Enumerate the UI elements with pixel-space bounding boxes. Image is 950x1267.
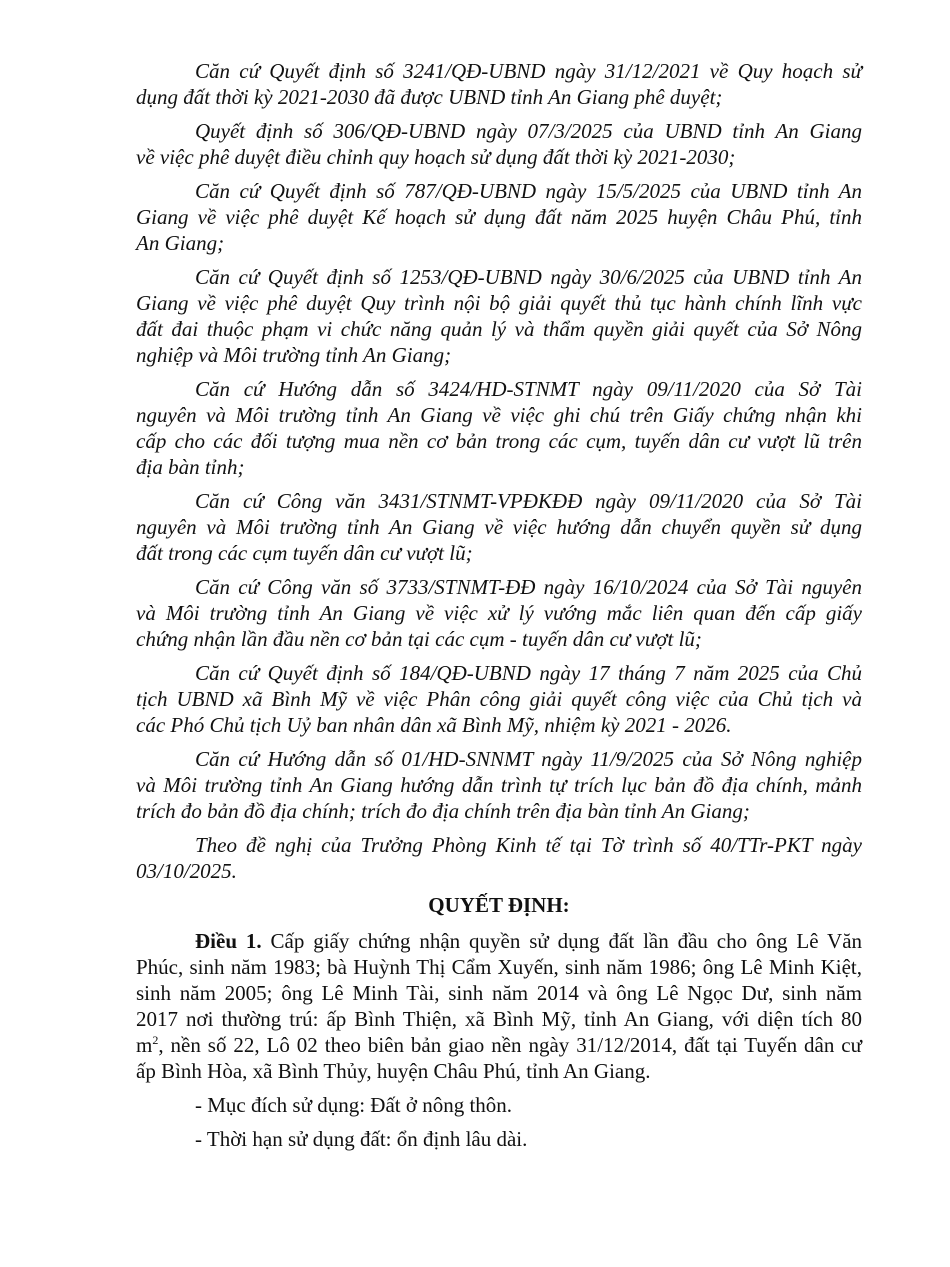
paragraph-line: Quyết định số 306/QĐ-UBND ngày 07/3/2025 của UBND tỉnh An Giang — [195, 119, 862, 143]
bullet-item — [136, 1092, 862, 1118]
paragraph-line: nghiệp và Môi trường tỉnh An Giang; — [136, 343, 452, 367]
paragraph-line: Căn cứ Hướng dẫn số 01/HD-SNNMT ngày 11/9/2025 của Sở Nông nghiệp — [195, 747, 862, 771]
legal-basis-paragraph — [136, 118, 862, 170]
paragraph-line: Giang về việc phê duyệt Kế hoạch sử dụng đất năm 2025 huyện Châu Phú, tỉnh — [136, 205, 862, 229]
legal-basis-section — [136, 58, 862, 884]
paragraph-line: địa bàn tỉnh; — [136, 455, 245, 479]
article-1-line: sinh năm 2005; ông Lê Minh Tài, sinh năm 2014 và ông Lê Ngọc Dư, sinh năm — [136, 981, 862, 1005]
legal-basis-paragraph — [136, 178, 862, 256]
paragraph-line: và Môi trường tỉnh An Giang về việc xử lý vướng mắc liên quan đến cấp giấy — [136, 601, 862, 625]
paragraph-line: Căn cứ Quyết định số 1253/QĐ-UBND ngày 30/6/2025 của UBND tỉnh An — [195, 265, 862, 289]
legal-basis-paragraph — [136, 660, 862, 738]
article-1-line: ấp Bình Hòa, xã Bình Thủy, huyện Châu Phú, tỉnh An Giang. — [136, 1059, 651, 1083]
legal-basis-paragraph — [136, 574, 862, 652]
article-1-text: , nền số 22, Lô 02 theo biên bản giao nền ngày 31/12/2014, đất tại Tuyến dân cư — [158, 1033, 862, 1057]
article-1 — [136, 928, 862, 1084]
area-exponent: 2 — [152, 1033, 159, 1047]
paragraph-line: và Môi trường tỉnh An Giang hướng dẫn trình tự trích lục bản đồ địa chính, mảnh — [136, 773, 862, 797]
paragraph-line: Căn cứ Công văn số 3733/STNMT-ĐĐ ngày 16/10/2024 của Sở Tài nguyên — [195, 575, 862, 599]
paragraph-line: Căn cứ Công văn 3431/STNMT-VPĐKĐĐ ngày 09/11/2020 của Sở Tài — [195, 489, 862, 513]
paragraph-line: dụng đất thời kỳ 2021-2030 đã được UBND tỉnh An Giang phê duyệt; — [136, 85, 723, 109]
legal-basis-paragraph — [136, 264, 862, 368]
paragraph-line: Căn cứ Quyết định số 787/QĐ-UBND ngày 15/5/2025 của UBND tỉnh An — [195, 179, 862, 203]
paragraph-line: Căn cứ Quyết định số 184/QĐ-UBND ngày 17 tháng 7 năm 2025 của Chủ — [195, 661, 862, 685]
paragraph-line: tịch UBND xã Bình Mỹ về việc Phân công giải quyết công việc của Chủ tịch và — [136, 687, 862, 711]
paragraph-line: Căn cứ Quyết định số 3241/QĐ-UBND ngày 31/12/2021 về Quy hoạch sử — [195, 59, 862, 83]
article-1-label: Điều 1. — [195, 929, 262, 953]
area-unit: m — [136, 1033, 153, 1057]
paragraph-line: trích đo bản đồ địa chính; trích đo địa chính trên địa bàn tỉnh An Giang; — [136, 799, 750, 823]
paragraph-line: 03/10/2025. — [136, 859, 237, 883]
legal-basis-paragraph — [136, 58, 862, 110]
document-body — [136, 58, 862, 1160]
legal-basis-paragraph — [136, 746, 862, 824]
legal-basis-paragraph — [136, 376, 862, 480]
legal-basis-paragraph — [136, 832, 862, 884]
paragraph-line: Theo đề nghị của Trưởng Phòng Kinh tế tại Tờ trình số 40/TTr-PKT ngày — [195, 833, 862, 857]
paragraph-line: đất đai thuộc phạm vi chức năng quản lý và thẩm quyền giải quyết của Sở Nông — [136, 317, 862, 341]
paragraph-line: các Phó Chủ tịch Uỷ ban nhân dân xã Bình Mỹ, nhiệm kỳ 2021 - 2026. — [136, 713, 732, 737]
paragraph-line: Giang về việc phê duyệt Quy trình nội bộ giải quyết thủ tục hành chính lĩnh vực — [136, 291, 862, 315]
paragraph-line: cấp cho các đối tượng mua nền cơ bản trong các cụm, tuyến dân cư vượt lũ trên — [136, 429, 862, 453]
legal-basis-paragraph — [136, 488, 862, 566]
article-1-line — [136, 928, 862, 954]
bullet-land-use-purpose: - Mục đích sử dụng: Đất ở nông thôn. — [195, 1093, 513, 1117]
article-1-line: 2017 nơi thường trú: ấp Bình Thiện, xã Bình Mỹ, tỉnh An Giang, với diện tích 80 — [136, 1007, 862, 1031]
article-1-text: Cấp giấy chứng nhận quyền sử dụng đất lần đầu cho ông Lê Văn — [261, 929, 863, 953]
paragraph-line: nguyên và Môi trường tỉnh An Giang về việc hướng dẫn chuyển quyền sử dụng — [136, 515, 862, 539]
paragraph-line: đất trong các cụm tuyến dân cư vượt lũ; — [136, 541, 473, 565]
article-1-line — [136, 1032, 862, 1058]
bullet-item — [136, 1126, 862, 1152]
paragraph-line: nguyên và Môi trường tỉnh An Giang về việc ghi chú trên Giấy chứng nhận khi — [136, 403, 862, 427]
paragraph-line: về việc phê duyệt điều chỉnh quy hoạch sử dụng đất thời kỳ 2021-2030; — [136, 145, 736, 169]
article-1-line: Phúc, sinh năm 1983; bà Huỳnh Thị Cẩm Xuyến, sinh năm 1986; ông Lê Minh Kiệt, — [136, 955, 862, 979]
decision-heading: QUYẾT ĐỊNH: — [428, 893, 570, 917]
paragraph-line: chứng nhận lần đầu nền cơ bản tại các cụm - tuyến dân cư vượt lũ; — [136, 627, 702, 651]
bullet-land-use-term: - Thời hạn sử dụng đất: ổn định lâu dài. — [195, 1127, 528, 1151]
paragraph-line: An Giang; — [136, 231, 225, 255]
paragraph-line: Căn cứ Hướng dẫn số 3424/HD-STNMT ngày 09/11/2020 của Sở Tài — [195, 377, 862, 401]
